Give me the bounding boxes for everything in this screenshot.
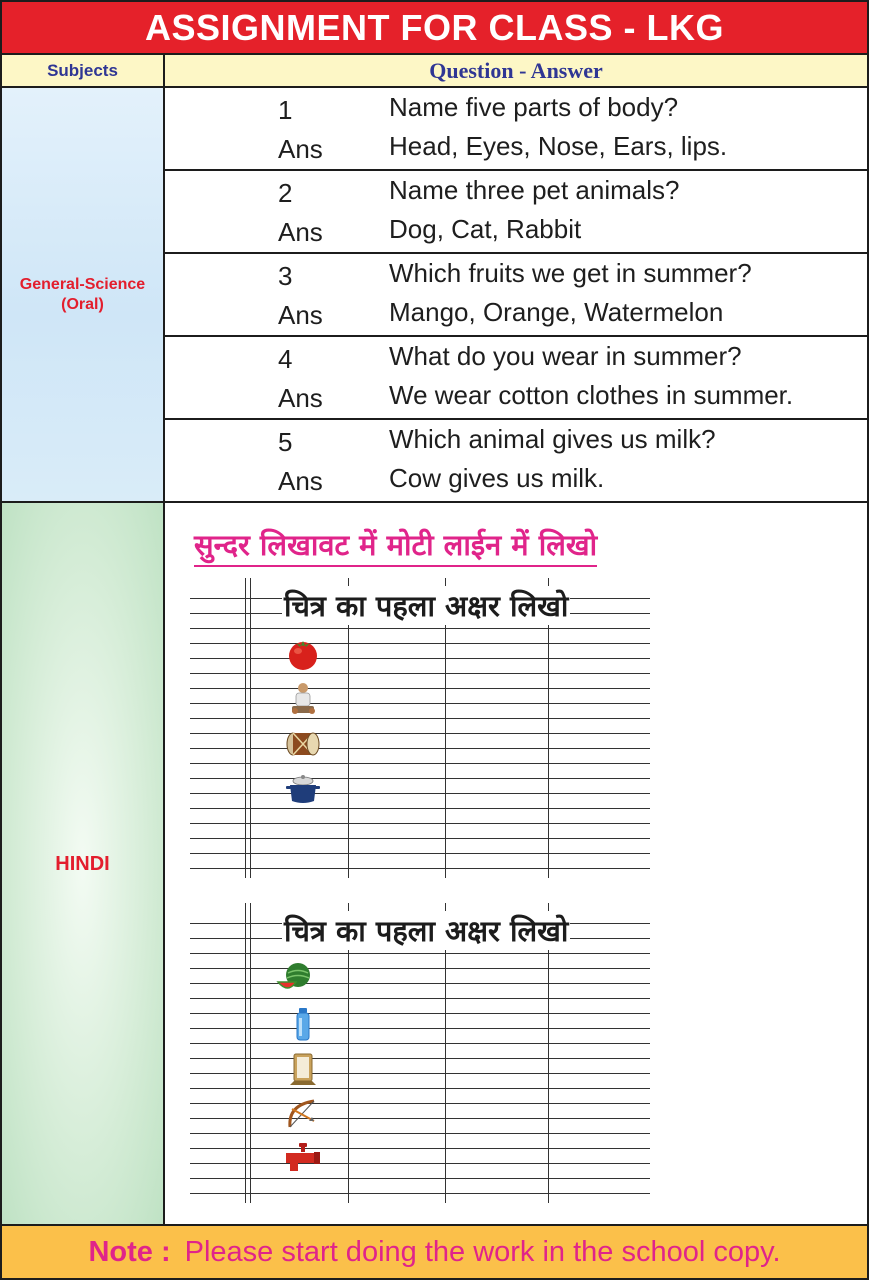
question-text: Name five parts of body?	[389, 92, 679, 122]
tap-icon	[284, 1141, 322, 1177]
qa-row	[165, 420, 867, 503]
subject-gs-line1: General-Science	[19, 275, 146, 293]
exercise-2-title: चित्र का पहला अक्षर लिखो	[282, 911, 570, 950]
question-text: Which fruits we get in summer?	[389, 258, 752, 288]
barber-icon	[284, 681, 322, 717]
note-label: Note :	[88, 1235, 171, 1268]
grid-rule-line	[190, 793, 650, 794]
grid-rule-line	[190, 838, 650, 839]
answer-text: We wear cotton clothes in summer.	[389, 380, 794, 410]
title-bar	[0, 0, 869, 53]
grid-rule-line	[190, 628, 650, 629]
question-number: 3	[278, 261, 293, 291]
question-number: 1	[278, 95, 293, 125]
qa-section	[165, 88, 869, 503]
grid-margin-line	[245, 903, 246, 1203]
question-text: Which animal gives us milk?	[389, 424, 716, 454]
grid-rule-line	[190, 953, 650, 954]
hindi-section	[165, 503, 869, 1224]
cooking-pot-icon	[284, 770, 322, 806]
table-header	[0, 53, 869, 88]
grid-rule-line	[190, 1073, 650, 1074]
question-text: Name three pet animals?	[389, 175, 680, 205]
grid-rule-line	[190, 718, 650, 719]
answer-text: Cow gives us milk.	[389, 463, 605, 493]
writing-grid-1	[190, 578, 650, 878]
grid-rule-line	[190, 1043, 650, 1044]
grid-rule-line	[190, 968, 650, 969]
grid-margin-line	[250, 903, 251, 1203]
grid-rule-line	[190, 1028, 650, 1029]
exercise-1-title: चित्र का पहला अक्षर लिखो	[282, 586, 570, 625]
grid-rule-line	[190, 1133, 650, 1134]
answer-label: Ans	[278, 217, 323, 247]
hindi-heading: सुन्दर लिखावट में मोटी लाईन में लिखो	[194, 525, 597, 567]
question-number: 4	[278, 344, 293, 374]
bottle-icon	[284, 1006, 322, 1042]
watermelon-icon	[276, 960, 314, 996]
qa-row	[165, 171, 867, 254]
subject-hindi-label: HINDI	[55, 852, 110, 875]
bow-arrow-icon	[284, 1095, 322, 1131]
answer-text: Head, Eyes, Nose, Ears, lips.	[389, 131, 728, 161]
note-bar	[0, 1224, 869, 1280]
question-number: 2	[278, 178, 293, 208]
grid-margin-line	[245, 578, 246, 878]
grid-rule-line	[190, 823, 650, 824]
page-title: ASSIGNMENT FOR CLASS - LKG	[145, 6, 724, 48]
grid-rule-line	[190, 808, 650, 809]
qa-row	[165, 254, 867, 337]
grid-rule-line	[190, 733, 650, 734]
grid-rule-line	[190, 868, 650, 869]
note-text: Please start doing the work in the school copy.	[184, 1235, 781, 1268]
answer-text: Mango, Orange, Watermelon	[389, 297, 724, 327]
header-question-answer: Question - Answer	[429, 57, 603, 83]
grid-rule-line	[190, 1058, 650, 1059]
grid-rule-line	[190, 1163, 650, 1164]
answer-label: Ans	[278, 300, 323, 330]
grid-rule-line	[190, 643, 650, 644]
tomato-icon	[284, 635, 322, 671]
writing-grid-2	[190, 903, 650, 1203]
grid-rule-line	[190, 998, 650, 999]
grid-rule-line	[190, 658, 650, 659]
mirror-icon	[284, 1051, 322, 1087]
grid-rule-line	[190, 703, 650, 704]
grid-rule-line	[190, 1178, 650, 1179]
subject-hindi	[0, 503, 165, 1224]
answer-label: Ans	[278, 134, 323, 164]
grid-rule-line	[190, 1118, 650, 1119]
grid-rule-line	[190, 1148, 650, 1149]
grid-rule-line	[190, 1088, 650, 1089]
grid-rule-line	[190, 778, 650, 779]
drum-icon	[284, 726, 322, 762]
question-text: What do you wear in summer?	[389, 341, 742, 371]
qa-row	[165, 337, 867, 420]
answer-text: Dog, Cat, Rabbit	[389, 214, 582, 244]
grid-rule-line	[190, 748, 650, 749]
answer-label: Ans	[278, 466, 323, 496]
question-number: 5	[278, 427, 293, 457]
header-subjects: Subjects	[2, 55, 165, 86]
grid-rule-line	[190, 673, 650, 674]
grid-margin-line	[250, 578, 251, 878]
subject-gs-line2: (Oral)	[61, 295, 104, 313]
grid-rule-line	[190, 1013, 650, 1014]
grid-rule-line	[190, 853, 650, 854]
grid-rule-line	[190, 983, 650, 984]
grid-rule-line	[190, 1193, 650, 1194]
answer-label: Ans	[278, 383, 323, 413]
qa-row	[165, 88, 867, 171]
subject-general-science	[0, 88, 165, 503]
grid-rule-line	[190, 688, 650, 689]
grid-rule-line	[190, 1103, 650, 1104]
grid-rule-line	[190, 763, 650, 764]
